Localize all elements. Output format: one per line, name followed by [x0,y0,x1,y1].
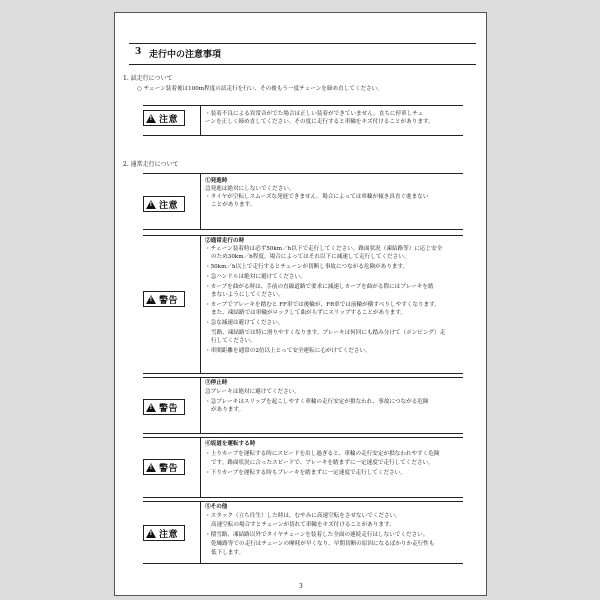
block-line: ・カーブを曲がる時は、手前の直線道路で要求に減速しカーブを曲がる際にはブレーキを踏 [205,284,434,290]
divider [200,377,201,433]
block-line: のため30km／h程度。場合によってはそれ以下に減速して走行してください。 [211,254,410,260]
caution-badge [143,196,185,212]
rule [143,373,463,374]
subsection-heading-test-drive: 1. 試走行について [123,75,173,82]
block-line: また、凍結路では車輪がロックして曲がらずにスリップすることがあります。 [211,310,406,316]
rule [143,433,463,434]
block-line: ・急ブレーキはスリップを起こしやすく車輪の走行安定が損なわれ、事故につながる危険 [205,399,429,405]
test-drive-bullet: ○ チェーン装着後は100m程度の試走行を行い、その後もう一度チェーンを締め直してください。 [137,86,383,92]
section-header [129,43,476,65]
block-line: ・急な減速は避けてください。 [205,320,284,326]
section-title: 走行中の注意事項 [149,50,222,60]
page-number: 3 [299,583,303,590]
manual-page [114,12,487,596]
warning-triangle-icon [146,295,156,304]
block-line: ・スタック（立ち往生）した時は、むやみに高速空転をさせないでください。 [205,513,401,519]
block-line: があります。 [211,407,245,413]
block-title: ⑤その他 [205,504,228,510]
block-title: ④坂道を運転する時 [205,441,256,447]
block-line: ・下りカーブを運転する時もブレーキを踏まずに一定速度で走行してください。 [205,470,406,476]
rule [143,501,463,502]
block-line: ・車間距離を通常の2倍以上とって安全運転に心がけてください。 [205,348,371,354]
block-line: 高速空転の場合すとチェーンが切れて車輪をキズ付けることがあります。 [211,522,395,528]
block-title: ③停止時 [205,380,228,386]
block-line: ・急ハンドルは絶対に避けてください。 [205,274,306,280]
warning-badge [143,459,185,475]
block-line: ・タイヤが空転しスムーズな発進できません。場合によっては車輪が傾き真直ぐ進まない [205,194,429,200]
rule [143,235,463,236]
block-line: ・チェーン装着時は必ず50km／h以下で走行してください。路面状況（凍結路等）に応じ安全 [205,246,443,252]
block-line: 行してください。 [211,338,256,344]
divider [200,437,201,497]
rule [143,173,463,174]
block-line: ・積雪路、凍結路以外でタイヤチェーンを装着した全面の連続走行はしないでください。 [205,532,429,538]
warning-triangle-icon [146,463,156,472]
warning-triangle-icon [146,403,156,412]
warning-triangle-icon [146,200,156,209]
rule [143,563,463,564]
subsection-heading-normal-driving: 2. 通常走行について [123,161,179,168]
warning-label: 警告 [159,295,179,306]
block-line: ことがあります。 [211,202,256,208]
block-line: まないようにしてください。 [211,292,284,298]
block-line: です。路面状況に合ったスピードで、ブレーキを踏まずに一定速度で走行してください。 [211,460,434,466]
divider [200,173,201,229]
rule [143,497,463,498]
divider [200,501,201,563]
block-line: ・上りカーブを運転する時にスピードを出し過ぎると、車輪の走行安定が損なわれやすく危険 [205,451,440,457]
warning-triangle-icon [146,114,156,123]
block-title: ②通常走行の時 [205,238,245,244]
caution-badge [143,525,185,541]
rule [143,377,463,378]
rule [143,105,463,106]
divider [200,235,201,373]
block-title: ①発進時 [205,178,228,184]
section-number: 3 [135,47,142,57]
warning-badge [143,291,185,307]
block-line: 急ブレーキは絶対に避けてください。 [205,389,300,395]
warning-label: 警告 [159,403,179,414]
rule [143,229,463,230]
warning-badge [143,399,185,415]
caution-text-line: ・装着不良による異常音がでた場合は正しい装着ができていません。直ちに停車しチェ [205,111,424,117]
block-line: 乾燥路等での走行はチェーンの摩耗が早くなり、早期切断の原因になるばかりか走行性も [211,541,435,547]
block-line: ・カーブでブレーキを踏むと FF車では後輪が、FR車では前輪が横すべりしやすくなります。 [205,302,440,308]
block-line: 雪路、凍結路では特に滑りやすくなります。ブレーキは何回にも踏み分けて（ポンピング）走 [211,330,446,336]
caution-text-line: ーンを正しく締め直してください。その度に走行すると車輪をキズ付けることがあります。 [205,119,434,125]
caution-label: 注意 [159,200,179,211]
block-line: 低下します。 [211,550,245,556]
caution-badge [143,110,185,126]
divider [200,105,201,135]
rule [143,437,463,438]
block-line: 急発進は絶対にしないでください。 [205,186,295,192]
warning-label: 警告 [159,463,179,474]
rule [143,135,463,136]
warning-triangle-icon [146,529,156,538]
caution-label: 注意 [159,529,179,540]
caution-label: 注意 [159,114,179,125]
block-line: ・50km／h以上で走行するとチェーンが切断し事故につながる危険があります。 [205,264,409,270]
